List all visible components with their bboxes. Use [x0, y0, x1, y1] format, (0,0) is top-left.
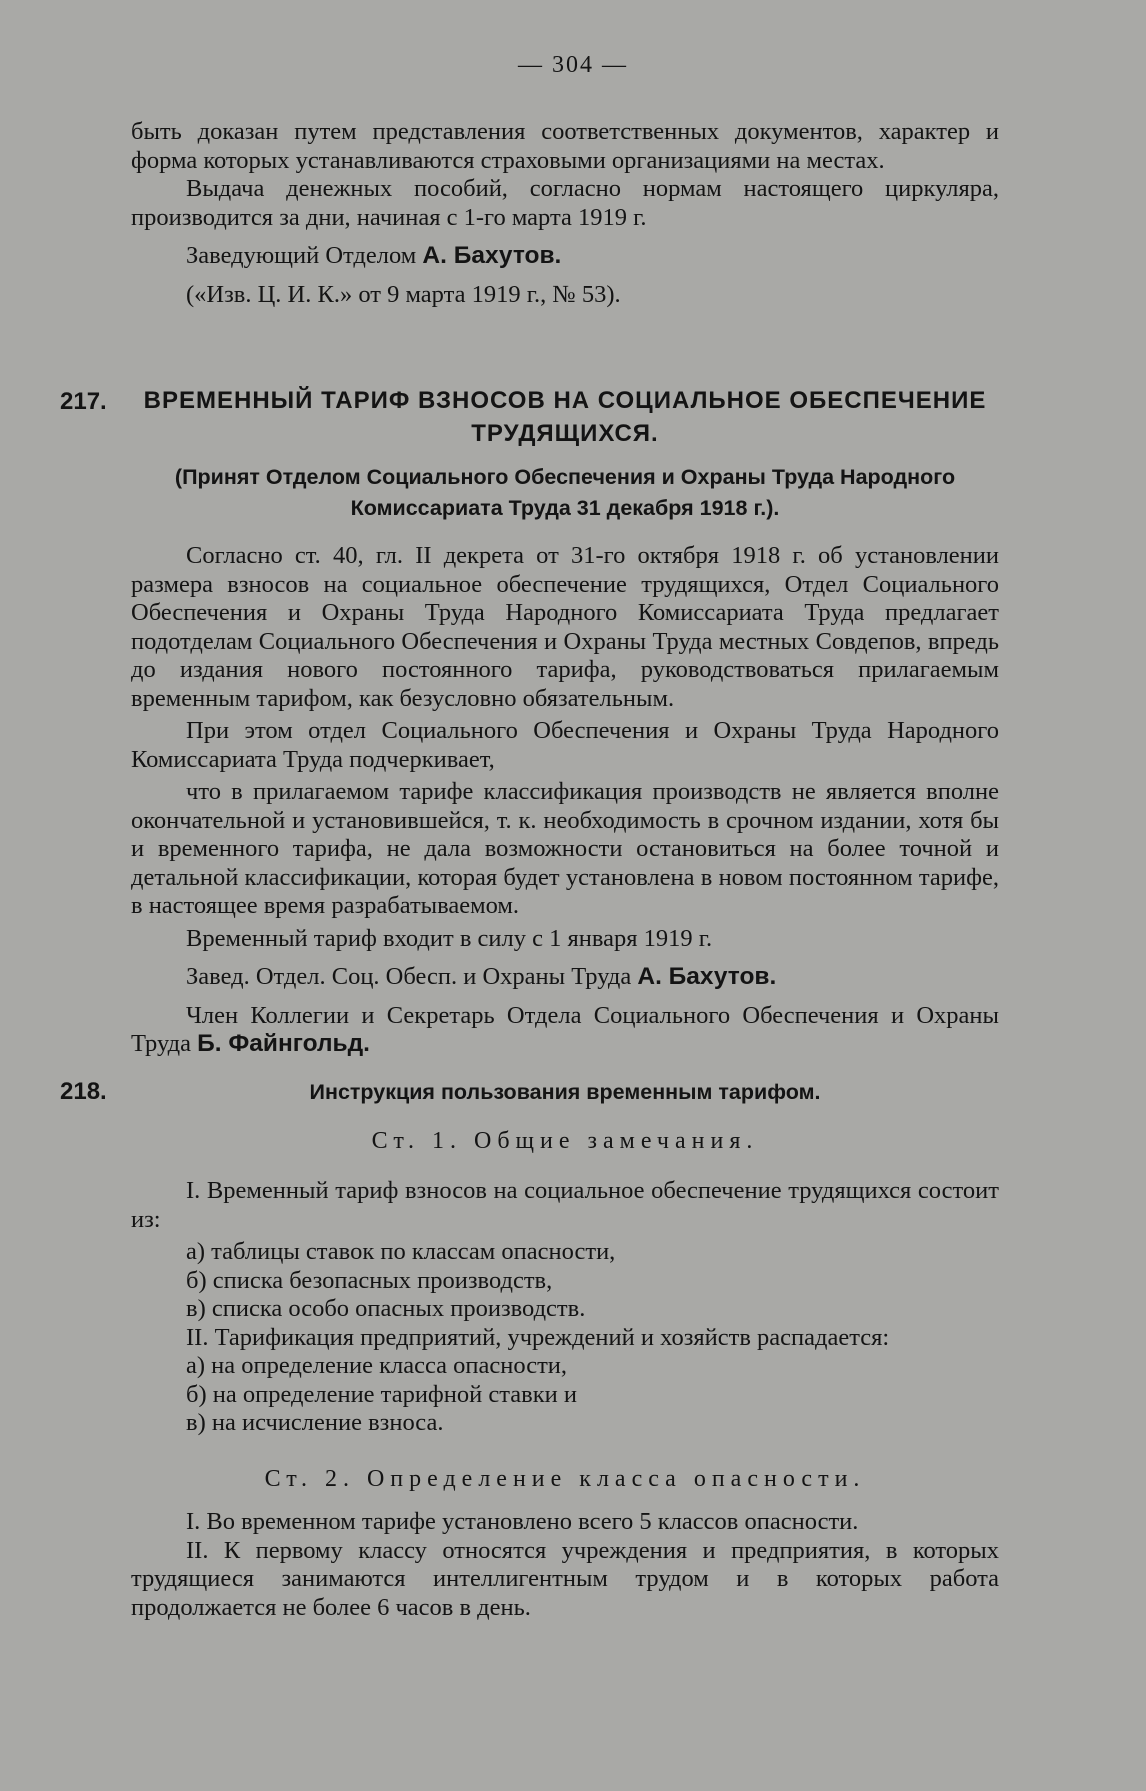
list-item: в) на исчисление взноса. [186, 1409, 444, 1436]
article-title: Ст. 2. Определение класса опасности. [264, 1466, 866, 1492]
article-title: Ст. 1. Общие замечания. [371, 1128, 759, 1154]
top-text-block [131, 118, 999, 309]
list-item: а) на определение класса опасности, [186, 1352, 568, 1379]
list-item: б) на определение тарифной ставки и [186, 1380, 577, 1408]
source-citation: («Изв. Ц. И. К.» от 9 марта 1919 г., № 53). [186, 280, 621, 308]
section-number: 218. [60, 1078, 107, 1105]
signature-name: А. Бахутов. [637, 963, 777, 990]
paragraph: I. Временный тариф взносов на социальное обеспечение трудящихся состоит из: [131, 1177, 999, 1233]
paragraph: I. Во временном тарифе установлено всего 5 классов опасности. [186, 1508, 859, 1535]
page-number: — 304 — [518, 52, 628, 78]
paragraph: Временный тариф входит в силу с 1 января 1919 г. [186, 924, 713, 952]
paragraph: что в прилагаемом тарифе классификация производств не является вполне окончательной и установившейся, т. к. необходимость в срочном издании, хотя бы и временного тарифа, не дала возможности остановиться на более точной и детальной классификации, которая будет установлена в новом постоянном тарифе, в настоящее время разрабатываемом. [131, 778, 999, 919]
signature-label: Заведующий Отделом [186, 242, 417, 269]
signature-name: Б. Файнгольд. [197, 1030, 370, 1057]
paragraph: II. Тарификация предприятий, учреждений и хозяйств распадается: [186, 1323, 890, 1351]
signature-label: Завед. Отдел. Соц. Обесп. и Охраны Труда [186, 963, 632, 990]
signature-label: Член Коллегии и Секретарь Отдела Социального Обеспечения и Охраны Труда [131, 1001, 999, 1057]
signature-line [131, 963, 999, 992]
signature-line [131, 1002, 999, 1059]
section-title: ВРЕМЕННЫЙ ТАРИФ ВЗНОСОВ НА СОЦИАЛЬНОЕ ОБЕСПЕЧЕНИЕ ТРУДЯЩИХСЯ. [143, 387, 987, 447]
section-subtitle: (Принят Отделом Социального Обеспечения и Охраны Труда Народного Комиссариата Труда 31 декабря 1918 г.). [174, 465, 956, 520]
section-number: 217. [60, 388, 107, 415]
paragraph: Согласно ст. 40, гл. II декрета от 31-го октября 1918 г. об установлении размера взносов на социальное обеспечение трудящихся, Отдел Социального Обеспечения и Охраны Труда Народного Комиссариата Труда предлагает подотделам Социального Обеспечения и Охраны Труда местных Совдепов, впредь до издания нового постоянного тарифа, руководствоваться прилагаемым временным тарифом, как безусловно обязательным. [131, 542, 999, 712]
section-title: Инструкция пользования временным тарифом. [309, 1080, 821, 1104]
article-1-body [131, 1177, 999, 1438]
list-item: в) списка особо опасных производств. [186, 1295, 586, 1322]
list-item: а) таблицы ставок по классам опасности, [186, 1238, 616, 1265]
paragraph: II. К первому классу относятся учреждения и предприятия, в которых трудящиеся занимаются интеллигентным трудом и в которых работа продолжается не более 6 часов в день. [131, 1536, 999, 1621]
signature-line [131, 242, 999, 271]
paragraph: быть доказан путем представления соответственных документов, характер и форма которых устанавливаются страховыми организациями на местах. [131, 118, 999, 174]
paragraph: При этом отдел Социального Обеспечения и Охраны Труда Народного Комиссариата Труда подчеркивает, [131, 717, 999, 773]
article-2-body [131, 1508, 999, 1622]
paragraph: Выдача денежных пособий, согласно нормам настоящего циркуляра, производится за дни, начиная с 1-го марта 1919 г. [131, 175, 999, 231]
signature-name: А. Бахутов. [422, 242, 562, 269]
list-item: б) списка безопасных производств, [186, 1266, 553, 1294]
section-217-body [131, 542, 999, 1059]
